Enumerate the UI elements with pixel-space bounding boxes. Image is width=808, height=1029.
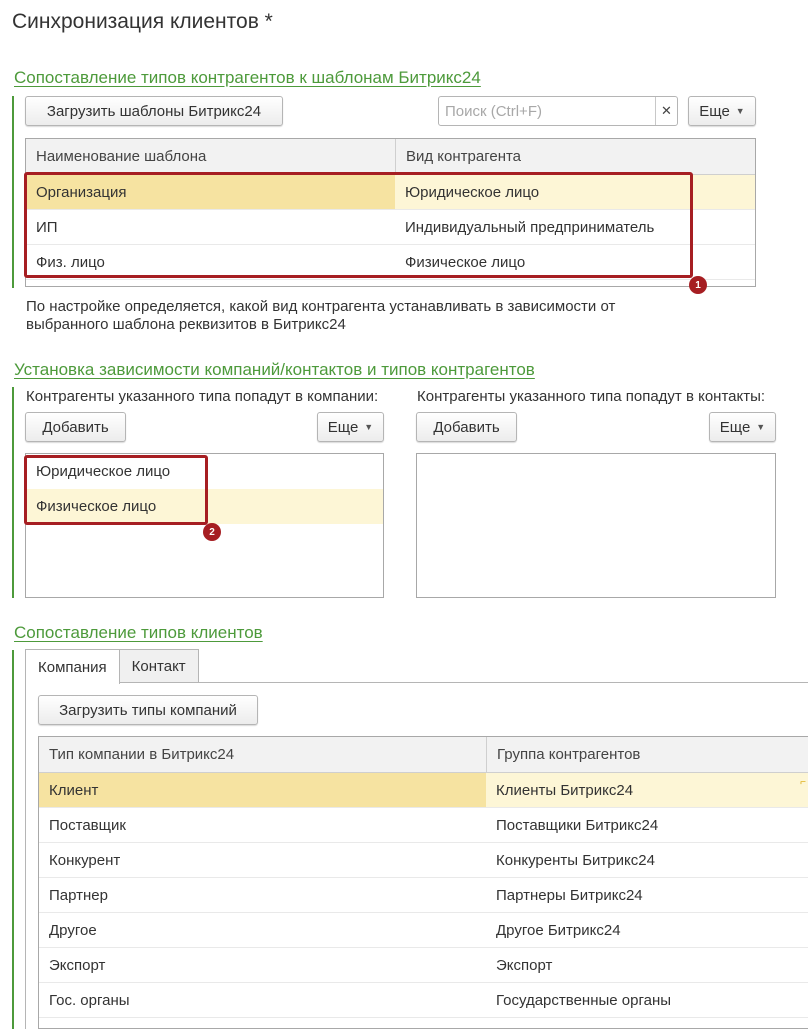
table-row[interactable] bbox=[39, 878, 808, 913]
add-company-type-button[interactable]: Добавить bbox=[25, 412, 126, 442]
group-cell: Государственные органы bbox=[496, 991, 672, 1009]
chevron-down-icon: ▼ bbox=[364, 422, 374, 432]
note-line: По настройке определяется, какой вид контрагента устанавливать в зависимости от bbox=[26, 298, 616, 315]
more-button-label: Еще bbox=[699, 102, 730, 120]
section-client-types-rule bbox=[12, 650, 14, 1029]
column-header-group[interactable]: Группа контрагентов bbox=[486, 737, 808, 772]
tab-company[interactable]: Компания bbox=[25, 649, 120, 684]
note-line: выбранного шаблона реквизитов в Битрикс24 bbox=[26, 316, 346, 333]
column-header-company-type[interactable]: Тип компании в Битрикс24 bbox=[49, 746, 235, 763]
table-row[interactable] bbox=[39, 913, 808, 948]
companies-label: Контрагенты указанного типа попадут в компании: bbox=[26, 388, 379, 405]
chevron-down-icon: ▼ bbox=[735, 106, 745, 116]
company-type-cell: Гос. органы bbox=[49, 991, 130, 1009]
group-cell: Клиенты Битрикс24 bbox=[486, 773, 808, 807]
more-button-label: Еще bbox=[327, 418, 359, 436]
column-header-kind[interactable]: Вид контрагента bbox=[395, 139, 755, 174]
section-templates-title[interactable]: Сопоставление типов контрагентов к шаблонам Битрикс24 bbox=[14, 68, 481, 87]
table-row[interactable] bbox=[39, 773, 808, 808]
callout-badge-1: 1 bbox=[689, 276, 707, 294]
contacts-label: Контрагенты указанного типа попадут в контакты: bbox=[417, 388, 766, 405]
load-company-types-button[interactable]: Загрузить типы компаний bbox=[38, 695, 258, 725]
more-button-templates[interactable] bbox=[688, 96, 756, 126]
page-title: Синхронизация клиентов * bbox=[12, 10, 273, 33]
contacts-list[interactable] bbox=[416, 453, 776, 598]
group-cell: Поставщики Битрикс24 bbox=[496, 816, 659, 834]
load-templates-button[interactable]: Загрузить шаблоны Битрикс24 bbox=[25, 96, 283, 126]
more-button-companies[interactable] bbox=[317, 412, 384, 442]
company-type-cell: Другое bbox=[49, 921, 97, 939]
list-item[interactable]: Физическое лицо bbox=[26, 489, 383, 524]
section-dependency-title[interactable]: Установка зависимости компаний/контактов и типов контрагентов bbox=[14, 360, 535, 379]
group-cell: Экспорт bbox=[496, 956, 553, 974]
search-field[interactable] bbox=[438, 96, 678, 126]
clear-search-icon[interactable]: ✕ bbox=[655, 97, 677, 125]
client-types-table bbox=[38, 736, 808, 1029]
kind-cell: Индивидуальный предприниматель bbox=[405, 218, 655, 236]
templates-note bbox=[26, 298, 615, 334]
table-row[interactable] bbox=[39, 808, 808, 843]
table-header bbox=[26, 139, 755, 175]
more-button-contacts[interactable] bbox=[709, 412, 776, 442]
template-cell: ИП bbox=[36, 218, 58, 236]
company-type-cell: Конкурент bbox=[49, 851, 121, 869]
chevron-down-icon: ▼ bbox=[756, 422, 766, 432]
company-type-cell: Экспорт bbox=[49, 956, 106, 974]
edit-marker-icon: ⌐ bbox=[800, 777, 806, 788]
table-row[interactable] bbox=[39, 983, 808, 1018]
section-templates-rule bbox=[12, 96, 14, 288]
group-cell: Партнеры Битрикс24 bbox=[496, 886, 643, 904]
section-dependency-rule bbox=[12, 387, 14, 598]
add-contact-type-button[interactable]: Добавить bbox=[416, 412, 517, 442]
column-header-template[interactable]: Наименование шаблона bbox=[36, 148, 207, 165]
search-input[interactable] bbox=[439, 98, 655, 124]
more-button-label: Еще bbox=[719, 418, 751, 436]
kind-cell: Физическое лицо bbox=[405, 253, 526, 271]
callout-badge-2: 2 bbox=[203, 523, 221, 541]
table-row[interactable] bbox=[39, 948, 808, 983]
company-type-cell: Партнер bbox=[49, 886, 108, 904]
group-cell: Конкуренты Битрикс24 bbox=[496, 851, 655, 869]
highlight-box-1 bbox=[24, 172, 693, 278]
group-cell: Другое Битрикс24 bbox=[496, 921, 621, 939]
tab-strip bbox=[25, 649, 199, 683]
company-type-cell: Клиент bbox=[39, 773, 486, 807]
template-cell: Физ. лицо bbox=[36, 253, 105, 271]
template-cell: Организация bbox=[26, 175, 395, 209]
kind-cell: Юридическое лицо bbox=[395, 175, 755, 209]
highlight-box-2 bbox=[24, 455, 208, 525]
company-type-cell: Поставщик bbox=[49, 816, 126, 834]
table-header bbox=[39, 737, 808, 773]
table-row[interactable] bbox=[39, 843, 808, 878]
section-client-types-title[interactable]: Сопоставление типов клиентов bbox=[14, 623, 263, 642]
list-item[interactable]: Юридическое лицо bbox=[36, 463, 171, 480]
tab-contact[interactable]: Контакт bbox=[120, 649, 199, 683]
